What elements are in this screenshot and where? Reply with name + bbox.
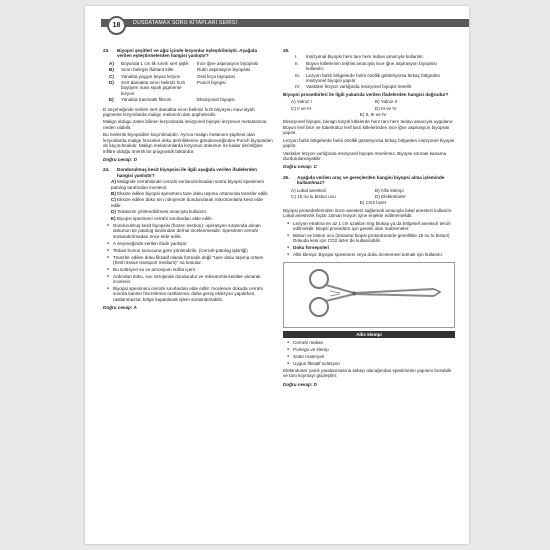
page-number: 18 (107, 16, 126, 35)
question-stem: Biyopsi prosedürleri ile ilgili yukarıda verilen ifadelerden hangisi doğrudur? (283, 91, 449, 97)
statement-item (295, 84, 455, 89)
option-text: Biyopsi spesmeni cerrahi sınırlardan elde edilir. (116, 215, 213, 221)
question-23 (103, 48, 273, 162)
option-item (111, 179, 273, 190)
correct-answer: Doğru cevap: D (283, 381, 317, 387)
option-letter: A) (111, 179, 116, 185)
statement-number: I. (295, 54, 298, 60)
correct-answer: Doğru cevap: D (103, 156, 137, 162)
option-letter: C) (111, 197, 116, 203)
question-24 (103, 167, 273, 310)
statement-text: Boyun kitlelerinin teşhisi amacıyla ince iğne aspirasyon biyopsisi kullanılır. (306, 60, 437, 72)
option-item (111, 216, 273, 221)
option-letter: E) (109, 97, 114, 103)
option-biopsy: Punch biyopsi (197, 80, 226, 86)
figure-caption: Allis klempi (283, 331, 455, 338)
bullet-item: ● Tedavi bunun sonucuna göre yönlendirilir. (Cerrah-patolog işbirliği) (107, 248, 273, 253)
option-lesion: Boyunda 1 cm lik sınırlı sert şişlik (121, 60, 189, 66)
option-item: B) Allis klempi (375, 187, 404, 193)
option-letter: C) (109, 73, 114, 79)
statement-text: Vasküler lezyon varlığında insizyonel biyopsi önerilir. (306, 84, 413, 90)
bullet-item: ● Biyopsi spesimeni cerrahi sınırlardan elde edilir. İncelenen dokuda cerrahi sınırda kanser hücrelerine rastlanırsa; daha geniş eksizyon yapılırken, rastlanmazsa; bölge kapatılarak işlem sonlandırılabilir. (107, 286, 273, 302)
right-column (283, 48, 455, 392)
bullet-item: ● Bu solüsyon su ve amonyum sülfat içerir. (107, 267, 273, 272)
option-biopsy: İnce iğne aspirasyon biyopsisi (197, 60, 259, 66)
explanation-paragraph: Biyopsi prosedürlerinden önce anestezi sağlamak amacıyla lokal anestezi kullanılır. Lokal anestezik hiçbir zaman lezyon içine enjekte edilmemelidir. (283, 207, 453, 219)
statement-item (295, 73, 455, 84)
statement-number: IV. (295, 84, 301, 90)
option-item: C) II ve III (291, 105, 311, 111)
options-grid (291, 188, 455, 206)
statement-item (295, 61, 455, 72)
option-letter: D) (109, 80, 114, 86)
explanation-paragraph: Malign oldugu zaten bilinen lezyonlarda insizyonel biyopsi lezyonun metastazına neden olabilir. (103, 119, 267, 130)
option-row (109, 80, 267, 97)
document-page (85, 6, 469, 544)
option-text: Tedavinin yönlendirilmesi amacıyla kullanılır. (117, 209, 208, 215)
instrument-item: ● Sütür materyali (287, 354, 455, 359)
correct-answer: Doğru cevap: A (103, 305, 137, 311)
instrument-list (287, 340, 455, 366)
statement-text: Lezyon farklı bölgelerde farklı özellik gösteriyorsa birkaç bölgeden insizyonel biyopsi yapılır. (306, 72, 441, 84)
explanation-bullets (107, 223, 273, 302)
left-column (103, 48, 273, 316)
option-letter: D) (111, 209, 116, 215)
option-letter: B) (109, 67, 114, 73)
option-letter: A) (109, 60, 114, 66)
option-item: D) Elektrokoter (375, 193, 406, 199)
explanation-paragraph: Lezyon farklı bölgelerde farklı özellik gösteriyorsa birkaç bölgeden insizyonel biyopsi yapılır. (283, 137, 455, 149)
statement-number: II. (295, 60, 299, 66)
option-lesion: Yanakta travmatik fibrom (121, 97, 172, 103)
option-item (111, 191, 273, 196)
option-lesion: Sert damakta sınırı belirsiz hızlı büyüyen mavi siyah pigmente lezyon (121, 80, 186, 96)
option-lesion: Yanakta yaygın beyaz lezyon (121, 73, 181, 79)
statement-text: İnsizyonal biyopsi hem tanı hem tedavi amacıyla kullanılır. (306, 54, 424, 60)
explanation-paragraph: Bu nedenle biyopsiden kaçınılmalıdır. Ayrıca malign melanom şüphesi olan lezyonlarda malign hücreleri doku derinliklerine göndereceğinden Punch biyopsiden de kaçınılmalıdır. Malign melanomlarda lezyonun dokunun ne kadar derinliğine infiltre olduğu önemli bir prognostik faktördür. (103, 132, 273, 154)
option-item (111, 209, 273, 214)
bullet-item: ● Allis klempi: Biyopsi spesimeni veya doku incelemesi tutmak için kullanılır. (287, 252, 455, 257)
option-text: Eksize edilen biyopsi spesimeni taze doku taşıma ortamında transfer edilir. (117, 190, 269, 196)
question-26 (283, 175, 455, 388)
instrument-item: ● Uygun fiksatif solüsyon (287, 361, 455, 366)
question-number: 23. (103, 48, 110, 53)
options-list (111, 179, 273, 221)
option-item: A) Yalnız I (291, 99, 312, 105)
question-stem: Aşağıda verilen araç ve gereçlerden hangisi biyopsi alma işleminde kullanılmaz? (297, 174, 445, 186)
option-item: A) Lokal anestezi (291, 187, 327, 193)
option-item: E) CO2 lazer (359, 200, 387, 206)
bullet-item: ● Bisturi ve bisturi ucu (intraoral biopsi prosedüründe genellikle 15 no lu bisturi) Dokuda kesi için CO2 lazer de kullanılabilir. (287, 233, 455, 244)
bullet-item: ● Transfer edilen doku fiksatif olarak formalin değil "taze doku taşıma ortamı (fresh tissue transport medium)" na konulur. (107, 255, 273, 266)
options-grid (291, 99, 455, 117)
explanation-paragraph: D seçeneğinde verilen sert damakta sınırı belirsiz hızlı büyüyen mavi siyah pigmente lezyonlarda malign melanom dan şüphelenilir. (103, 106, 255, 118)
bullet-item: ● A seçeneğinde verilen ifade yanlıştır. (107, 241, 273, 246)
allis-clamp-figure (283, 262, 455, 328)
options-table (109, 61, 267, 104)
explanation-paragraph: Elektrokoter yanık yaralanmasına sebep olacağından spesimenin yapısını bozabilir ve tanı koymayı güçleştirir. (283, 368, 452, 379)
option-lesion: Sınırı belirgin fluktant kitle (121, 67, 174, 73)
statement-item (295, 54, 455, 59)
question-number: 26. (283, 174, 290, 180)
option-letter: B) (111, 190, 116, 196)
bullet-item: ● Dondurulmuş kesit biyopsisi (frozen section): operasyon sırasında alınan dokunun bir patolog tarafından derhal incelenmesidir. Spesimen cerrahi sonlandırılmadan önce elde edilir. (107, 223, 273, 239)
option-biopsy: Oral fırça biyopsisi (197, 73, 235, 79)
option-item: E) II, III ve IV (359, 112, 387, 118)
question-number: 25. (283, 48, 290, 53)
instrument-item: ● Portegü ve klemp (287, 347, 455, 352)
bullet-item: ● Doku forsepsleri (287, 245, 455, 250)
question-25 (283, 48, 455, 170)
option-item (111, 197, 273, 208)
option-text: Malignite cerrahisinde cerrahi sonlandırılmadan sonra biyopsi spesimeni patolog tarafından incelenir. (111, 179, 264, 190)
bullet-item: ● Ardından doku, sıvı nitrojende dondurulur ve mikrotomla kesitler alınarak incelenir. (107, 274, 273, 285)
question-stem: Biyopsi şeşitleri ve ağız içinde lezyonlar eşleştirilmiştir. Aşağıda verilen eşleştirmelerden hangisi yanlıştır? (117, 48, 257, 59)
statement-list (295, 54, 455, 89)
page-header (85, 16, 469, 30)
option-row (109, 97, 267, 103)
instrument-item: ● Cerrahi makas (287, 340, 455, 345)
option-text: Eksize edilen doku sıvı nitrojende dondurularak mikrotomlarla kesit elde edilir. (111, 197, 263, 208)
explanation-paragraph: Vasküler lezyon varlığında insizyonel biyopsi önerilmez. Biyopsi sonrası kanama durdurulamayabilir. (283, 150, 447, 161)
question-stem: Dondurulmuş kesit biyopsisi ile ilgili aşağıda verilen ifadelerden hangisi yanlıştır? (117, 167, 257, 178)
allis-clamp-illustration (284, 263, 454, 325)
option-biopsy: Rutin aspirasyon biyopsisi (197, 67, 251, 73)
bullet-item: ● Lezyon etrafına en az 1 cm uzaklan ring blokajı ya da bölgesel anestezi tercih edilmelidir. Biopsi prosedürü için gerekli olan malzemeler: (287, 221, 455, 232)
option-item: D) III ve IV (375, 105, 397, 111)
option-item: B) Yalnız II (375, 99, 398, 105)
option-letter: E) (111, 215, 116, 221)
option-item: C) 15 no lu bisturi ucu (291, 193, 336, 199)
correct-answer: Doğru cevap: C (283, 164, 317, 170)
question-number: 24. (103, 167, 110, 173)
series-title: DUSDATAMAX SORU KİTAPLARI SERİSİ (133, 20, 238, 26)
explanation-paragraph: Eksizyonel biyopsi, benign küçük kitlelerde hem tanı hem tedavi amacıyla uygulanır. Boyun lenf bezi ve tüberküloz lenf bezi kitlelerinden ince iğne aspirasyon biyopsisi yapılır. (283, 119, 454, 136)
statement-number: III. (295, 72, 301, 78)
option-biopsy: Eksizyonel biyopsi (197, 97, 235, 103)
explanation-bullets (287, 221, 455, 258)
